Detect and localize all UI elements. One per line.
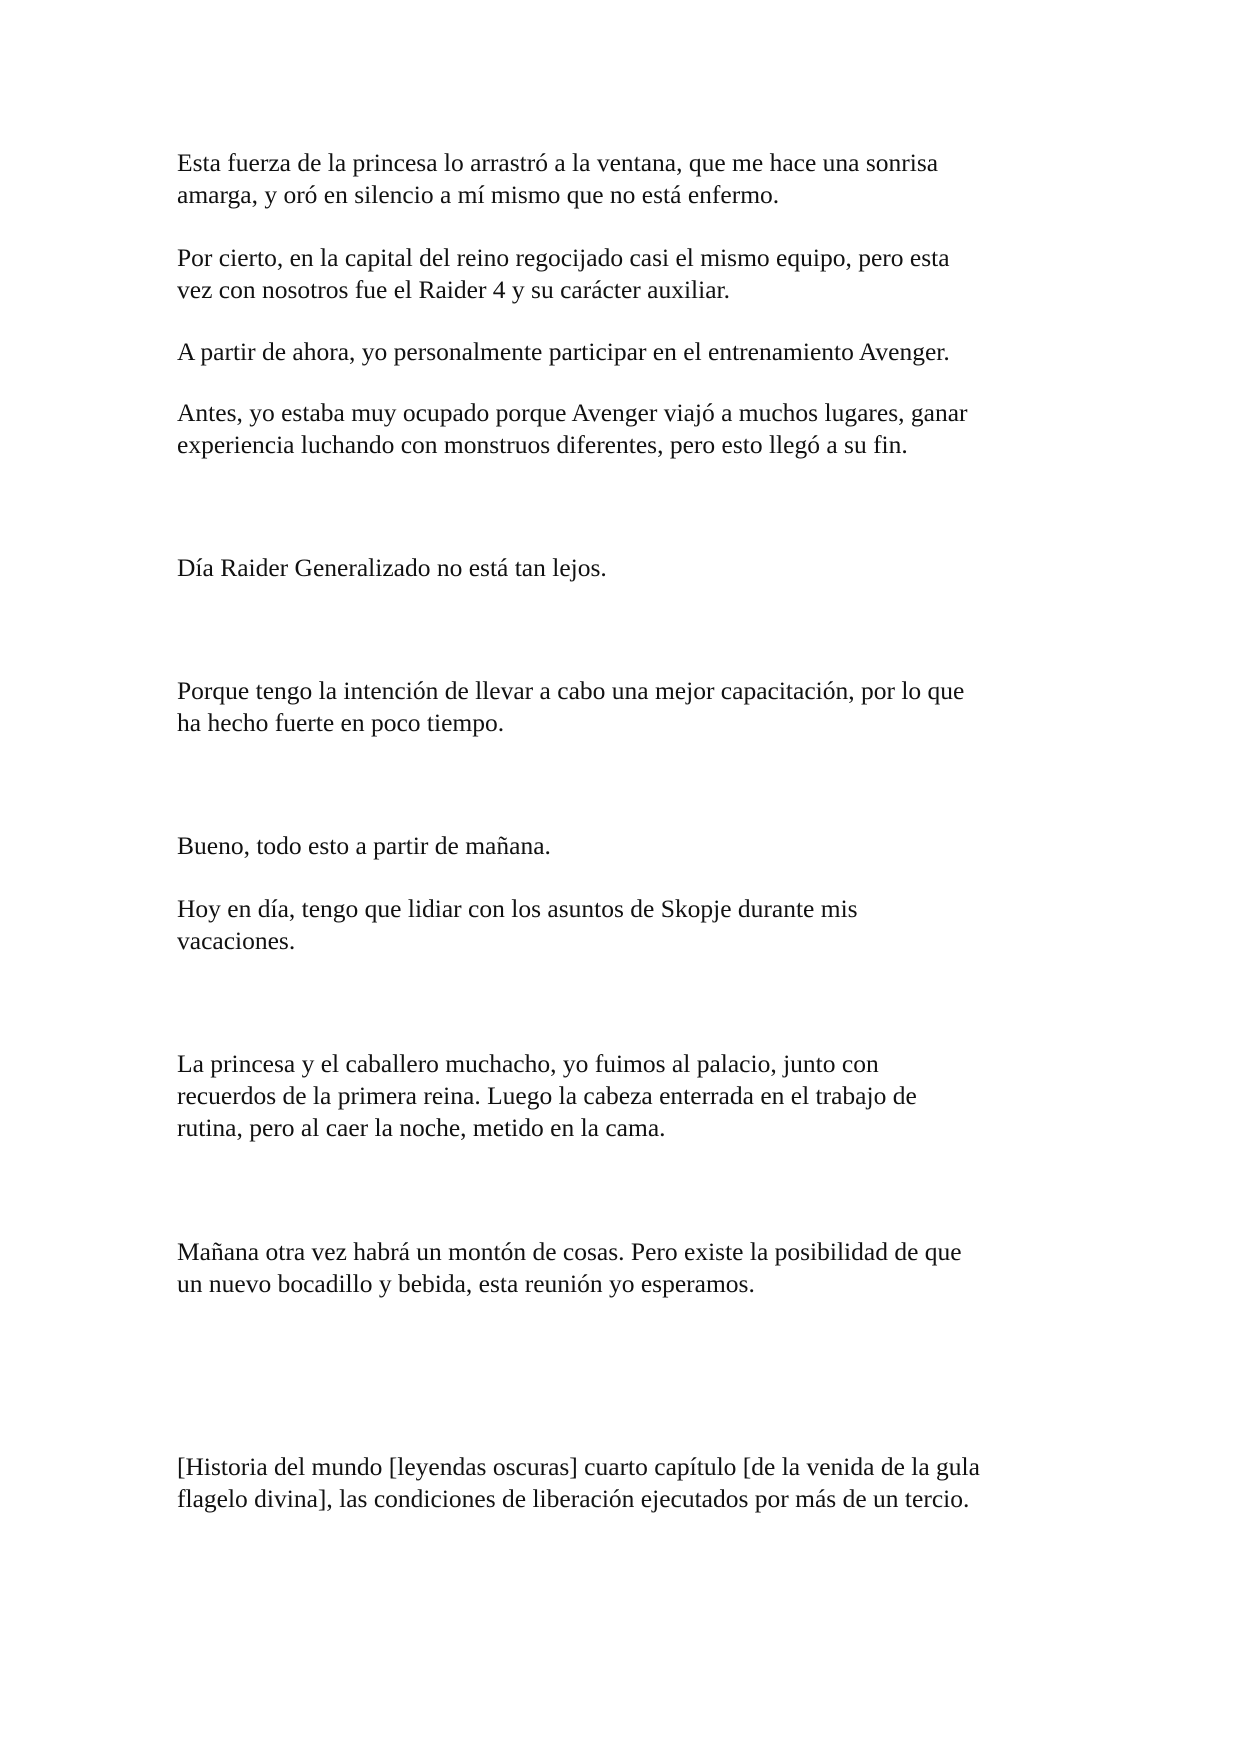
paragraph-6-line-1: Porque tengo la intención de llevar a cabo una mejor capacitación, por lo que [177,676,965,705]
paragraph-1-line-2: amarga, y oró en silencio a mí mismo que no está enfermo. [177,180,780,209]
paragraph-3-line-1: A partir de ahora, yo personalmente participar en el entrenamiento Avenger. [177,337,950,366]
paragraph-2-line-2: vez con nosotros fue el Raider 4 y su carácter auxiliar. [177,275,730,304]
paragraph-11-line-2: flagelo divina], las condiciones de liberación ejecutados por más de un tercio. [177,1484,970,1513]
paragraph-4-line-1: Antes, yo estaba muy ocupado porque Avenger viajó a muchos lugares, ganar [177,398,968,427]
paragraph-8-line-1: Hoy en día, tengo que lidiar con los asuntos de Skopje durante mis [177,894,858,923]
paragraph-5-line-1: Día Raider Generalizado no está tan lejos. [177,553,607,582]
paragraph-9-line-1: La princesa y el caballero muchacho, yo fuimos al palacio, junto con [177,1049,879,1078]
paragraph-6-line-2: ha hecho fuerte en poco tiempo. [177,708,505,737]
paragraph-2-line-1: Por cierto, en la capital del reino regocijado casi el mismo equipo, pero esta [177,243,950,272]
paragraph-11-line-1: [Historia del mundo [leyendas oscuras] cuarto capítulo [de la venida de la gula [177,1452,980,1481]
paragraph-10-line-2: un nuevo bocadillo y bebida, esta reunión yo esperamos. [177,1269,755,1298]
paragraph-8-line-2: vacaciones. [177,926,296,955]
paragraph-1-line-1: Esta fuerza de la princesa lo arrastró a la ventana, que me hace una sonrisa [177,148,939,177]
paragraph-7-line-1: Bueno, todo esto a partir de mañana. [177,831,551,860]
paragraph-10-line-1: Mañana otra vez habrá un montón de cosas. Pero existe la posibilidad de que [177,1237,962,1266]
paragraph-9-line-3: rutina, pero al caer la noche, metido en la cama. [177,1113,666,1142]
paragraph-9-line-2: recuerdos de la primera reina. Luego la cabeza enterrada en el trabajo de [177,1081,917,1110]
paragraph-4-line-2: experiencia luchando con monstruos diferentes, pero esto llegó a su fin. [177,430,908,459]
